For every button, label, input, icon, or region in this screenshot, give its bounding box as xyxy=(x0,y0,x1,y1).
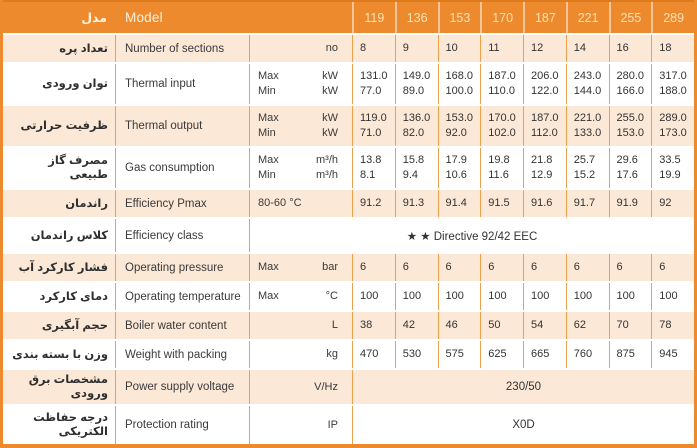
row-label-en: Thermal output xyxy=(115,106,249,146)
value-cell: 625 xyxy=(480,341,523,368)
value-line: 149.0 xyxy=(402,70,431,82)
value-cell: 91.3 xyxy=(395,190,438,217)
value-line: 100.0 xyxy=(445,85,474,97)
unit-labels xyxy=(322,111,338,141)
value-line: 166.0 xyxy=(616,85,645,97)
value-line: 102.0 xyxy=(488,127,516,139)
value-cell xyxy=(480,64,523,104)
value-line: 168.0 xyxy=(445,70,474,82)
value-cell: 100 xyxy=(438,283,481,310)
row-label-fa: مشخصات برق ورودی xyxy=(3,370,115,404)
unit-labels xyxy=(326,347,338,362)
value-line: 136.0 xyxy=(402,112,431,124)
value-cell xyxy=(651,106,694,146)
row-label-en: Operating temperature xyxy=(115,283,249,310)
model-number-header: 187 xyxy=(523,2,566,33)
value-cell: 92 xyxy=(651,190,694,217)
unit-label: kW xyxy=(322,112,338,124)
value-cell xyxy=(523,64,566,104)
value-line: 122.0 xyxy=(531,85,559,97)
minmax-labels xyxy=(258,260,279,275)
row-label-en: Efficiency Pmax xyxy=(115,190,249,217)
row-label-en: Power supply voltage xyxy=(115,370,249,404)
row-label-fa: تعداد پره xyxy=(3,35,115,62)
table-row xyxy=(3,219,694,252)
value-line: 188.0 xyxy=(659,85,687,97)
value-cell: 38 xyxy=(352,312,395,339)
value-line: 153.0 xyxy=(445,112,474,124)
spec-cell xyxy=(249,283,352,310)
merged-value-cell: X0D xyxy=(352,406,694,444)
value-line: 187.0 xyxy=(531,112,559,124)
value-cell xyxy=(523,106,566,146)
row-label-fa: مصرف گاز طبیعی xyxy=(3,148,115,188)
value-cell: 100 xyxy=(395,283,438,310)
unit-labels xyxy=(314,380,338,395)
value-line: 77.0 xyxy=(360,85,382,97)
value-line: 25.7 xyxy=(573,154,596,166)
value-cell: 6 xyxy=(395,254,438,281)
table-row xyxy=(3,64,694,104)
row-label-en: Operating pressure xyxy=(115,254,249,281)
value-line: 8.1 xyxy=(360,169,376,181)
value-cell: 530 xyxy=(395,341,438,368)
table-row xyxy=(3,341,694,368)
value-cell: 70 xyxy=(609,312,652,339)
value-cell: 91.9 xyxy=(609,190,652,217)
value-cell: 91.5 xyxy=(480,190,523,217)
minmax-label: Max xyxy=(258,261,279,273)
value-cell: 14 xyxy=(566,35,609,62)
value-cell xyxy=(438,106,481,146)
row-label-en: Boiler water content xyxy=(115,312,249,339)
value-cell xyxy=(609,148,652,188)
row-label-en: Number of sections xyxy=(115,35,249,62)
unit-label: m³/h xyxy=(316,169,338,181)
value-cell: 945 xyxy=(651,341,694,368)
value-cell xyxy=(566,148,609,188)
value-cell: 575 xyxy=(438,341,481,368)
value-cell: 6 xyxy=(480,254,523,281)
model-label-fa: مدل xyxy=(81,11,107,25)
unit-labels xyxy=(332,318,338,333)
value-cell: 6 xyxy=(566,254,609,281)
model-number-header: 119 xyxy=(352,2,395,33)
value-line: 9.4 xyxy=(402,169,419,181)
value-cell: 42 xyxy=(395,312,438,339)
unit-label: IP xyxy=(327,418,338,431)
table-row xyxy=(3,370,694,404)
row-label-en: Efficiency class xyxy=(115,219,249,252)
value-cell: 18 xyxy=(651,35,694,62)
value-cell: 100 xyxy=(651,283,694,310)
value-cell: 9 xyxy=(395,35,438,62)
value-line: 243.0 xyxy=(573,70,602,82)
value-cell: 10 xyxy=(438,35,481,62)
value-cell xyxy=(651,64,694,104)
row-label-fa: حجم آبگیری xyxy=(3,312,115,339)
value-line: 12.9 xyxy=(531,169,553,181)
value-line: 82.0 xyxy=(402,127,425,139)
value-line: 187.0 xyxy=(488,70,516,82)
unit-label: V/Hz xyxy=(314,380,338,393)
value-cell: 100 xyxy=(480,283,523,310)
value-line: 110.0 xyxy=(488,85,515,97)
spec-cell xyxy=(249,254,352,281)
value-line: 21.8 xyxy=(531,154,553,166)
value-cell: 665 xyxy=(523,341,566,368)
minmax-label: Max xyxy=(258,70,279,82)
value-line: 15.2 xyxy=(573,169,596,181)
value-cell xyxy=(651,148,694,188)
header-spacer xyxy=(249,2,352,33)
value-line: 206.0 xyxy=(531,70,559,82)
value-cell xyxy=(352,106,395,146)
table-row xyxy=(3,406,694,444)
value-line: 170.0 xyxy=(488,112,516,124)
unit-labels xyxy=(316,153,338,183)
unit-label: bar xyxy=(322,261,338,273)
value-cell: 6 xyxy=(609,254,652,281)
value-cell: 100 xyxy=(609,283,652,310)
value-cell xyxy=(438,148,481,188)
value-line: 15.8 xyxy=(402,154,425,166)
value-line: 89.0 xyxy=(402,85,425,97)
value-cell: 91.6 xyxy=(523,190,566,217)
value-cell xyxy=(609,64,652,104)
row-label-en: Protection rating xyxy=(115,406,249,444)
spec-cell xyxy=(249,64,352,104)
model-number-header: 136 xyxy=(395,2,438,33)
unit-label: m³/h xyxy=(316,154,338,166)
value-line: 13.8 xyxy=(360,154,382,166)
minmax-label: Max xyxy=(258,112,279,124)
value-line: 255.0 xyxy=(616,112,645,124)
unit-label: no xyxy=(325,42,338,54)
value-cell: 875 xyxy=(609,341,652,368)
value-cell xyxy=(480,106,523,146)
unit-label: kW xyxy=(322,85,338,97)
unit-label: L xyxy=(331,319,338,331)
minmax-label: Min xyxy=(258,169,276,181)
value-line: 29.6 xyxy=(616,154,638,166)
value-line: 92.0 xyxy=(445,127,467,139)
value-line: 221.0 xyxy=(573,112,602,124)
model-number-header: 170 xyxy=(480,2,523,33)
row-label-fa: فشار کارکرد آب xyxy=(3,254,115,281)
value-line: 33.5 xyxy=(659,154,681,166)
spec-cell xyxy=(249,341,352,368)
row-label-fa: دمای کارکرد xyxy=(3,283,115,310)
value-line: 19.8 xyxy=(488,154,510,166)
value-line: 280.0 xyxy=(616,70,645,82)
model-number-header: 221 xyxy=(566,2,609,33)
minmax-label: Min xyxy=(258,127,276,139)
spec-cell xyxy=(249,190,352,217)
value-cell: 760 xyxy=(566,341,609,368)
value-line: 173.0 xyxy=(659,127,687,139)
row-label-en: Weight with packing xyxy=(115,341,249,368)
unit-label: kW xyxy=(322,127,338,139)
value-cell: 11 xyxy=(480,35,523,62)
unit-labels xyxy=(326,41,338,56)
table-header xyxy=(3,0,694,33)
table-row xyxy=(3,283,694,310)
value-cell: 6 xyxy=(651,254,694,281)
row-label-fa: وزن با بسته بندی xyxy=(3,341,115,368)
model-number-header: 153 xyxy=(438,2,481,33)
minmax-labels xyxy=(258,153,279,183)
value-cell: 91.7 xyxy=(566,190,609,217)
value-cell xyxy=(480,148,523,188)
minmax-labels xyxy=(258,111,279,141)
unit-label: °C xyxy=(325,290,338,302)
row-label-fa: کلاس راندمان xyxy=(3,219,115,252)
value-cell: 91.2 xyxy=(352,190,395,217)
value-cell: 54 xyxy=(523,312,566,339)
value-line: 17.6 xyxy=(616,169,638,181)
value-line: 10.6 xyxy=(445,169,467,181)
merged-value-cell: ★ ★ Directive 92/42 EEC xyxy=(249,219,694,252)
value-line: 131.0 xyxy=(360,70,388,82)
table-row xyxy=(3,106,694,146)
unit-labels xyxy=(322,260,338,275)
minmax-labels xyxy=(258,196,302,211)
value-line: 144.0 xyxy=(573,85,602,97)
minmax-label: Max xyxy=(258,290,279,302)
table-row xyxy=(3,35,694,62)
minmax-label: Min xyxy=(258,85,276,97)
spec-cell xyxy=(249,406,352,444)
value-cell: 46 xyxy=(438,312,481,339)
value-cell xyxy=(609,106,652,146)
value-cell: 62 xyxy=(566,312,609,339)
value-cell xyxy=(566,106,609,146)
value-cell xyxy=(395,64,438,104)
unit-label: kg xyxy=(326,348,338,360)
value-cell: 16 xyxy=(609,35,652,62)
value-cell xyxy=(352,148,395,188)
value-cell: 6 xyxy=(523,254,566,281)
minmax-labels xyxy=(258,289,279,304)
value-cell: 100 xyxy=(523,283,566,310)
value-cell xyxy=(395,106,438,146)
unit-labels xyxy=(328,418,338,433)
value-cell xyxy=(395,148,438,188)
spec-cell xyxy=(249,106,352,146)
value-cell: 91.4 xyxy=(438,190,481,217)
value-cell xyxy=(566,64,609,104)
table-row xyxy=(3,254,694,281)
spec-cell xyxy=(249,370,352,404)
model-number-header: 255 xyxy=(609,2,652,33)
value-cell xyxy=(352,64,395,104)
spec-cell xyxy=(249,35,352,62)
value-cell xyxy=(438,64,481,104)
value-line: 317.0 xyxy=(659,70,687,82)
table-row xyxy=(3,148,694,188)
value-cell: 50 xyxy=(480,312,523,339)
unit-label: kW xyxy=(322,70,338,82)
row-label-fa: توان ورودی xyxy=(3,64,115,104)
spec-cell xyxy=(249,312,352,339)
table-body xyxy=(3,33,694,444)
row-label-fa: درجه حفاظت الکتریکی xyxy=(3,406,115,444)
value-line: 289.0 xyxy=(659,112,687,124)
value-cell: 100 xyxy=(352,283,395,310)
value-cell: 78 xyxy=(651,312,694,339)
row-label-en: Thermal input xyxy=(115,64,249,104)
value-line: 11.6 xyxy=(488,169,509,181)
value-cell: 100 xyxy=(566,283,609,310)
value-line: 17.9 xyxy=(445,154,467,166)
unit-labels xyxy=(322,69,338,99)
minmax-label: 80-60 °C xyxy=(258,197,302,209)
row-label-en: Gas consumption xyxy=(115,148,249,188)
value-cell: 12 xyxy=(523,35,566,62)
table-row xyxy=(3,312,694,339)
value-cell xyxy=(523,148,566,188)
value-cell: 8 xyxy=(352,35,395,62)
model-number-header: 289 xyxy=(651,2,694,33)
value-line: 71.0 xyxy=(360,127,382,139)
value-line: 119.0 xyxy=(360,112,387,124)
value-line: 19.9 xyxy=(659,169,681,181)
unit-labels xyxy=(326,289,338,304)
minmax-labels xyxy=(258,69,279,99)
value-cell: 470 xyxy=(352,341,395,368)
value-line: 112.0 xyxy=(531,127,558,139)
row-label-fa: راندمان xyxy=(3,190,115,217)
table-row xyxy=(3,190,694,217)
model-label-en: Model xyxy=(125,10,163,25)
value-line: 133.0 xyxy=(573,127,602,139)
value-line: 153.0 xyxy=(616,127,645,139)
row-label-fa: ظرفیت حرارتی xyxy=(3,106,115,146)
value-cell: 6 xyxy=(438,254,481,281)
spec-cell xyxy=(249,148,352,188)
merged-value-cell: 230/50 xyxy=(352,370,694,404)
minmax-label: Max xyxy=(258,154,279,166)
value-cell: 6 xyxy=(352,254,395,281)
